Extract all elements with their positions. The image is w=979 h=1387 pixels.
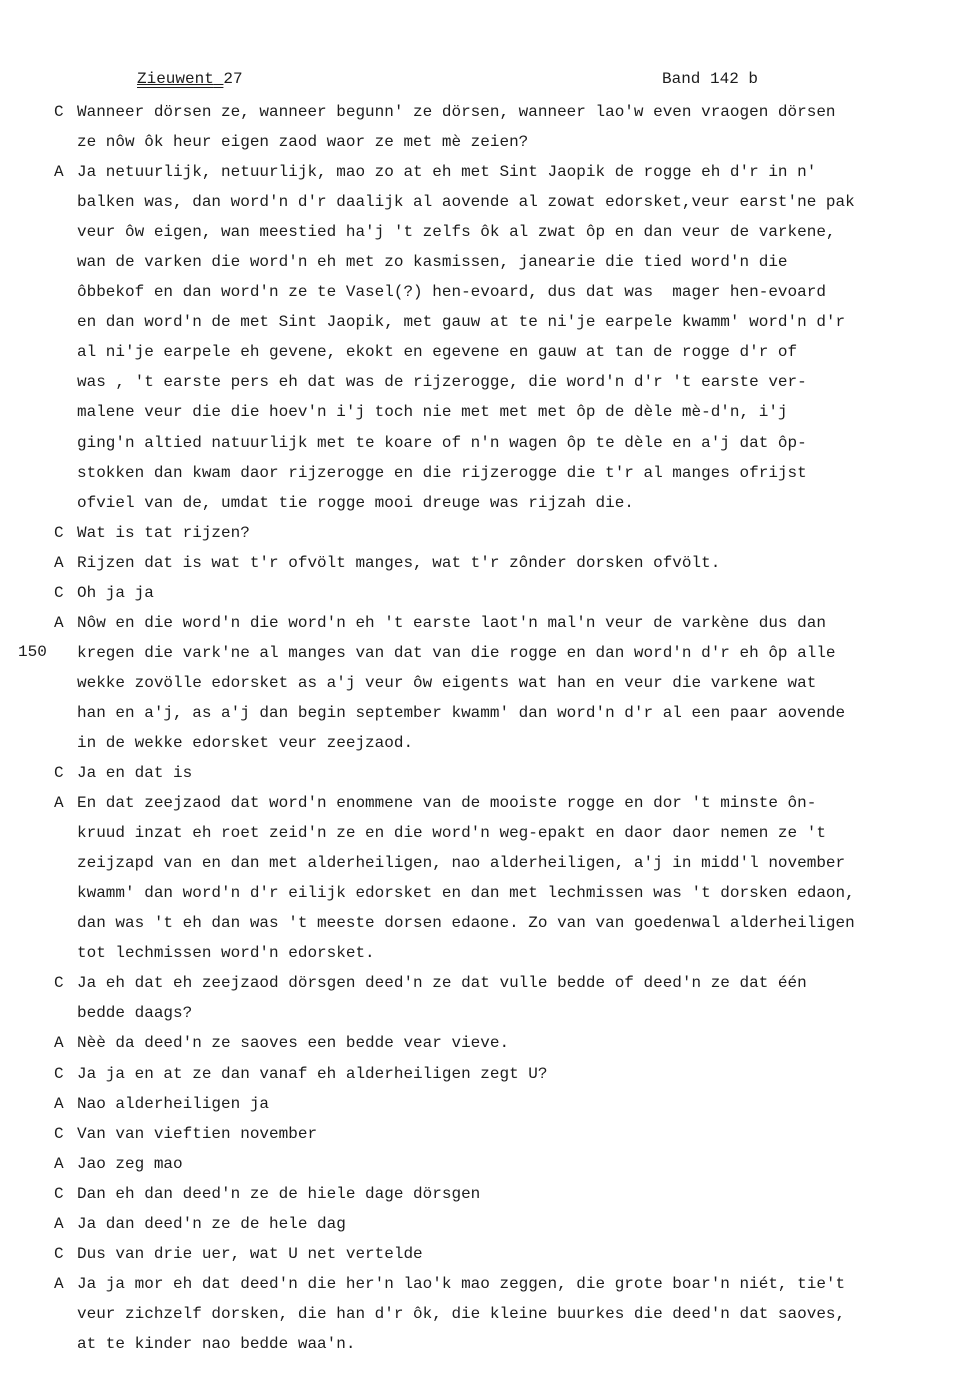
text-line: dan was 't eh dan was 't meeste dorsen edaone. Zo van van goedenwal alderheiligen <box>77 914 855 933</box>
text-line: at te kinder nao bedde waa'n. <box>77 1334 356 1353</box>
dialogue-turn <box>0 1269 979 1359</box>
text-line: bedde daags? <box>77 1004 193 1023</box>
dialogue-turn <box>0 758 979 788</box>
speaker-label: C <box>54 103 64 121</box>
dialogue-turn <box>0 157 979 518</box>
dialogue-turn <box>0 1059 979 1089</box>
text-line: ze nôw ôk heur eigen zaod waor ze met mè zeien? <box>77 133 529 152</box>
text-line: Ja en dat is <box>77 764 193 783</box>
speaker-label: C <box>54 583 64 602</box>
line-number-marker: 150 <box>18 643 47 661</box>
turn-text <box>77 1209 957 1239</box>
text-line: kwamm' dan word'n d'r eilijk edorsket en dan met lechmissen was 't dorsken edaon, <box>77 884 855 903</box>
text-line: wan de varken die word'n eh met zo kasmissen, janearie die tied word'n die <box>77 253 788 272</box>
dialogue-turn <box>0 1149 979 1179</box>
turn-text <box>77 518 957 548</box>
turn-text <box>77 97 957 157</box>
turn-text <box>77 1149 957 1179</box>
dialogue-turn <box>0 578 979 608</box>
speaker-label: A <box>54 794 64 813</box>
text-line: Rijzen dat is wat t'r ofvölt manges, wat t'r zônder dorsken ofvölt. <box>77 553 721 572</box>
dialogue-turn <box>0 518 979 548</box>
dialogue-turn <box>0 1028 979 1058</box>
turn-text <box>77 548 957 578</box>
turn-text <box>77 1089 957 1119</box>
text-line: Van van vieftien november <box>77 1124 318 1143</box>
turn-text <box>77 1028 957 1058</box>
text-line: en dan word'n de met Sint Jaopik, met gauw at te ni'je earpele kwamm' word'n d'r <box>77 313 846 332</box>
dialogue-turn <box>0 97 979 157</box>
transcript-body <box>0 97 979 1359</box>
dialogue-turn <box>0 1089 979 1119</box>
speaker-label: A <box>54 163 64 182</box>
turn-text <box>77 1119 957 1149</box>
speaker-label: A <box>54 1034 64 1053</box>
text-line: han en a'j, as a'j dan begin september kwamm' dan word'n d'r al een paar aovende <box>77 703 846 722</box>
turn-text <box>77 608 957 758</box>
text-line: ging'n altied natuurlijk met te koare of n'n wagen ôp te dèle en a'j dat ôp- <box>77 433 807 452</box>
speaker-label: A <box>54 553 64 572</box>
speaker-label: C <box>54 1184 64 1203</box>
text-line: balken was, dan word'n d'r daalijk al aovende al zowat edorsket,veur earst'ne pak <box>77 193 855 212</box>
dialogue-turn <box>0 1119 979 1149</box>
speaker-label: C <box>54 523 64 542</box>
text-line: tot lechmissen word'n edorsket. <box>77 944 375 963</box>
turn-text <box>77 1059 957 1089</box>
header-title-block <box>137 70 243 88</box>
text-line: Dan eh dan deed'n ze de hiele dage dörsgen <box>77 1184 481 1203</box>
turn-text <box>77 758 957 788</box>
header-title: Zieuwent <box>137 70 214 88</box>
turn-text <box>77 788 957 968</box>
speaker-label: C <box>54 764 64 783</box>
speaker-label: C <box>54 974 64 993</box>
turn-text <box>77 578 957 608</box>
text-line: malene veur die die hoev'n i'j toch nie met met met ôp de dèle mè-d'n, i'j <box>77 403 788 422</box>
turn-text <box>77 1239 957 1269</box>
text-line: in de wekke edorsket veur zeejzaod. <box>77 733 414 752</box>
speaker-label: A <box>54 1214 64 1233</box>
dialogue-turn <box>0 1209 979 1239</box>
dialogue-turn <box>0 1239 979 1269</box>
text-line: Ja ja en at ze dan vanaf eh alderheiligen zegt U? <box>77 1064 548 1083</box>
speaker-label: C <box>54 1124 64 1143</box>
text-line: Wanneer dörsen ze, wanneer begunn' ze dörsen, wanneer lao'w even vraogen dörsen <box>77 103 836 121</box>
header-page-number: 27 <box>223 70 243 88</box>
text-line: veur ôw eigen, wan meestied ha'j 't zelfs ôk al zwat ôp en dan veur de varkene, <box>77 223 836 242</box>
dialogue-turn <box>0 608 979 758</box>
text-line: Oh ja ja <box>77 583 154 602</box>
dialogue-turn <box>0 968 979 1028</box>
text-line: wekke zovölle edorsket as a'j veur ôw eigents wat han en veur die varkene wat <box>77 673 817 692</box>
dialogue-turn <box>0 548 979 578</box>
text-line: Jao zeg mao <box>77 1154 183 1173</box>
turn-text <box>77 1269 957 1359</box>
speaker-label: A <box>54 1274 64 1293</box>
text-line: al ni'je earpele eh gevene, ekokt en egevene en gauw at tan de rogge d'r of <box>77 343 798 362</box>
text-line: veur zichzelf dorsken, die han d'r ôk, die kleine buurkes die deed'n dat saoves, <box>77 1304 846 1323</box>
speaker-label: A <box>54 1154 64 1173</box>
speaker-label: A <box>54 1094 64 1113</box>
text-line: Ja dan deed'n ze de hele dag <box>77 1214 346 1233</box>
text-line: Nao alderheiligen ja <box>77 1094 270 1113</box>
text-line: Nôw en die word'n die word'n eh 't earste laot'n mal'n veur de varkène dus dan <box>77 613 826 632</box>
text-line: ôbbekof en dan word'n ze te Vasel(?) hen-evoard, dus dat was mager hen-evoard <box>77 283 826 302</box>
text-line: ofviel van de, umdat tie rogge mooi dreuge was rijzah die. <box>77 493 634 512</box>
text-line: Ja ja mor eh dat deed'n die her'n lao'k mao zeggen, die grote boar'n niét, tie't <box>77 1274 846 1293</box>
text-line: was , 't earste pers eh dat was de rijzerogge, die word'n d'r 't earste ver- <box>77 373 807 392</box>
text-line: Nèè da deed'n ze saoves een bedde vear vieve. <box>77 1034 510 1053</box>
turn-text <box>77 157 957 518</box>
turn-text <box>77 968 957 1028</box>
dialogue-turn <box>0 788 979 968</box>
header-band: Band 142 b <box>662 70 759 88</box>
speaker-label: C <box>54 1064 64 1083</box>
text-line: Ja netuurlijk, netuurlijk, mao zo at eh met Sint Jaopik de rogge eh d'r in n' <box>77 163 817 182</box>
dialogue-turn <box>0 1179 979 1209</box>
text-line: Dus van drie uer, wat U net vertelde <box>77 1244 423 1263</box>
turn-text <box>77 1179 957 1209</box>
speaker-label: C <box>54 1244 64 1263</box>
text-line: Wat is tat rijzen? <box>77 523 250 542</box>
text-line: En dat zeejzaod dat word'n enommene van de mooiste rogge en dor 't minste ôn- <box>77 794 817 813</box>
speaker-label: A <box>54 613 64 632</box>
text-line: stokken dan kwam daor rijzerogge en die rijzerogge die t'r al manges ofrijst <box>77 463 807 482</box>
text-line: kregen die vark'ne al manges van dat van die rogge en dan word'n d'r eh ôp alle <box>77 643 836 662</box>
text-line: kruud inzat eh roet zeid'n ze en die word'n weg-epakt en daor daor nemen ze 't <box>77 824 826 843</box>
text-line: zeijzapd van en dan met alderheiligen, nao alderheiligen, a'j in midd'l november <box>77 854 846 873</box>
text-line: Ja eh dat eh zeejzaod dörsgen deed'n ze dat vulle bedde of deed'n ze dat één <box>77 974 807 993</box>
